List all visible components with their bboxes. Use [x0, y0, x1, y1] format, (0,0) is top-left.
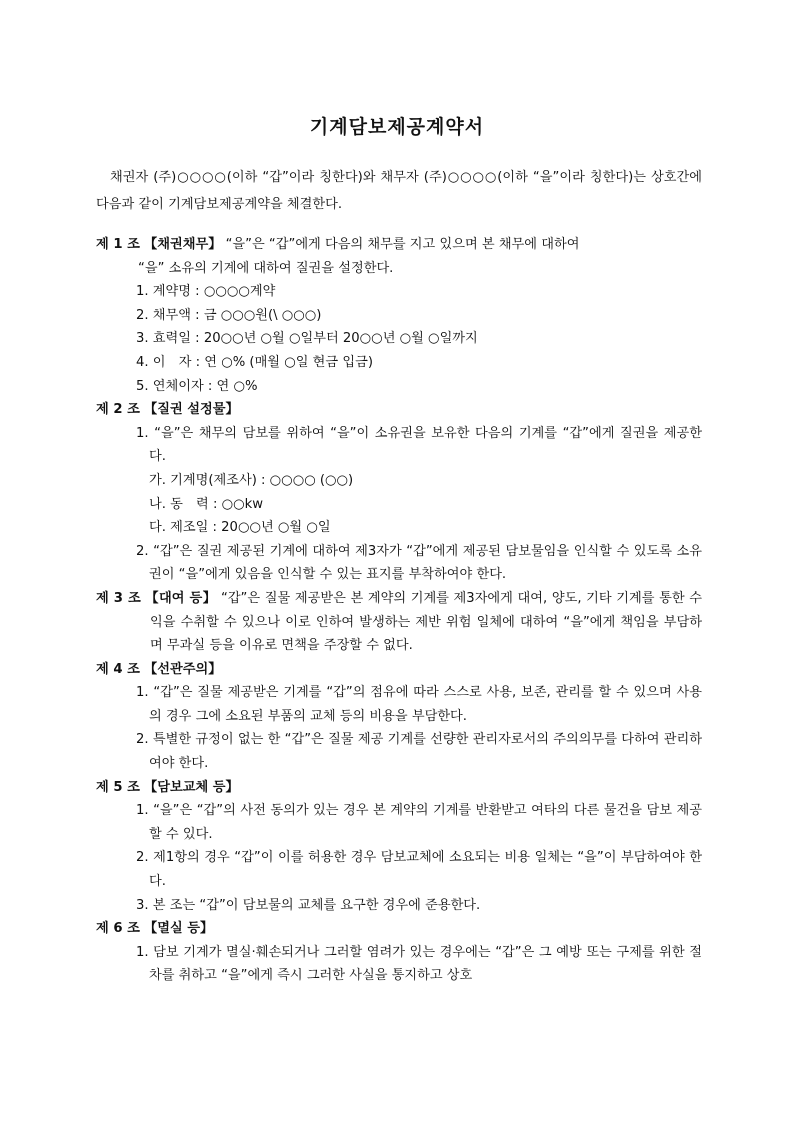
article-2-heading	[96, 398, 702, 422]
article-6	[96, 917, 702, 988]
article-number: 제 4 조	[96, 661, 140, 677]
article-4-heading	[96, 658, 702, 682]
article-1-heading	[96, 233, 702, 257]
article-5-heading	[96, 776, 702, 800]
list-item: 2. “갑”은 질권 제공된 기계에 대하여 제3자가 “갑”에게 제공된 담보물임을 인식할 수 있도록 소유권이 “을”에게 있음을 인식할 수 있는 표지를 부착하여야 한다.	[136, 543, 702, 583]
article-text: “갑”은 질물 제공받은 본 계약의 기계를 제3자에게 대여, 양도, 기타 기계를 통한 수익을 수취할 수 있으나 이로 인하여 발생하는 제반 위험 일체에 대하여 “을”에게 책임을 부담하며 무과실 등을 이유로 면책을 주장할 수 없다.	[150, 590, 702, 654]
article-1-continuation: “을” 소유의 기계에 대하여 질권을 설정한다.	[138, 260, 394, 276]
list-item: 3. 효력일 : 20○○년 ○월 ○일부터 20○○년 ○월 ○일까지	[136, 331, 478, 347]
article-3-heading	[96, 587, 702, 658]
article-5	[96, 776, 702, 918]
article-text: “을”은 “갑”에게 다음의 채무를 지고 있으며 본 채무에 대하여	[221, 237, 580, 252]
article-title: 【선관주의】	[144, 661, 222, 677]
list-item: 2. 특별한 규정이 없는 한 “갑”은 질물 제공 기계를 선량한 관리자로서의 주의의무를 다하여 관리하여야 한다.	[136, 732, 702, 772]
list-item: 2. 제1항의 경우 “갑”이 이를 허용한 경우 담보교체에 소요되는 비용 일체는 “을”이 부담하여야 한다.	[136, 850, 702, 890]
sub-item: 나. 동 력 : ○○kw	[149, 496, 264, 512]
intro-paragraph: 채권자 (주)○○○○(이하 “갑”이라 칭한다)와 채무자 (주)○○○○(이하 “을”이라 칭한다)는 상호간에 다음과 같이 기계담보제공계약을 체결한다.	[96, 170, 702, 212]
article-number: 제 3 조	[96, 590, 141, 606]
document-body	[96, 233, 702, 988]
list-item: 4. 이 자 : 연 ○% (매월 ○일 현금 입금)	[136, 354, 373, 370]
list-item: 1. 담보 기계가 멸실·훼손되거나 그러할 염려가 있는 경우에는 “갑”은 그 예방 또는 구제를 위한 절차를 취하고 “을”에게 즉시 그러한 사실을 통지하고 상호	[136, 944, 702, 984]
document-title: 기계담보제공계약서	[309, 116, 485, 138]
article-number: 제 2 조	[96, 402, 140, 418]
list-item: 1. “을”은 채무의 담보를 위하여 “을”이 소유권을 보유한 다음의 기계를 “갑”에게 질권을 제공한다.	[136, 425, 702, 465]
article-4	[96, 658, 702, 776]
article-number: 제 5 조	[96, 779, 140, 795]
list-item: 3. 본 조는 “갑”이 담보물의 교체를 요구한 경우에 준용한다.	[136, 897, 481, 913]
article-title: 【채권채무】	[144, 237, 222, 252]
article-number: 제 6 조	[96, 921, 140, 937]
article-6-heading	[96, 917, 702, 941]
article-title: 【대여 등】	[145, 590, 217, 606]
list-item: 1. “을”은 “갑”의 사전 동의가 있는 경우 본 계약의 기계를 반환받고 여타의 다른 물건을 담보 제공할 수 있다.	[136, 803, 702, 842]
list-item: 2. 채무액 : 금 ○○○원(\ ○○○)	[136, 307, 322, 323]
article-title: 【질권 설정물】	[144, 402, 239, 418]
article-number: 제 1 조	[96, 237, 140, 252]
article-2	[96, 398, 702, 587]
list-item: 5. 연체이자 : 연 ○%	[136, 378, 258, 394]
article-3	[96, 587, 702, 658]
article-title: 【멸실 등】	[144, 921, 214, 937]
article-title: 【담보교체 등】	[144, 779, 239, 795]
sub-item: 다. 제조일 : 20○○년 ○월 ○일	[149, 520, 331, 536]
article-1	[96, 233, 702, 398]
list-item: 1. “갑”은 질물 제공받은 기계를 “갑”의 점유에 따라 스스로 사용, 보존, 관리를 할 수 있으며 사용의 경우 그에 소요된 부품의 교체 등의 비용을 부담한다.	[136, 685, 702, 724]
sub-item: 가. 기계명(제조사) : ○○○○ (○○)	[149, 472, 354, 488]
list-item: 1. 계약명 : ○○○○계약	[136, 284, 276, 300]
